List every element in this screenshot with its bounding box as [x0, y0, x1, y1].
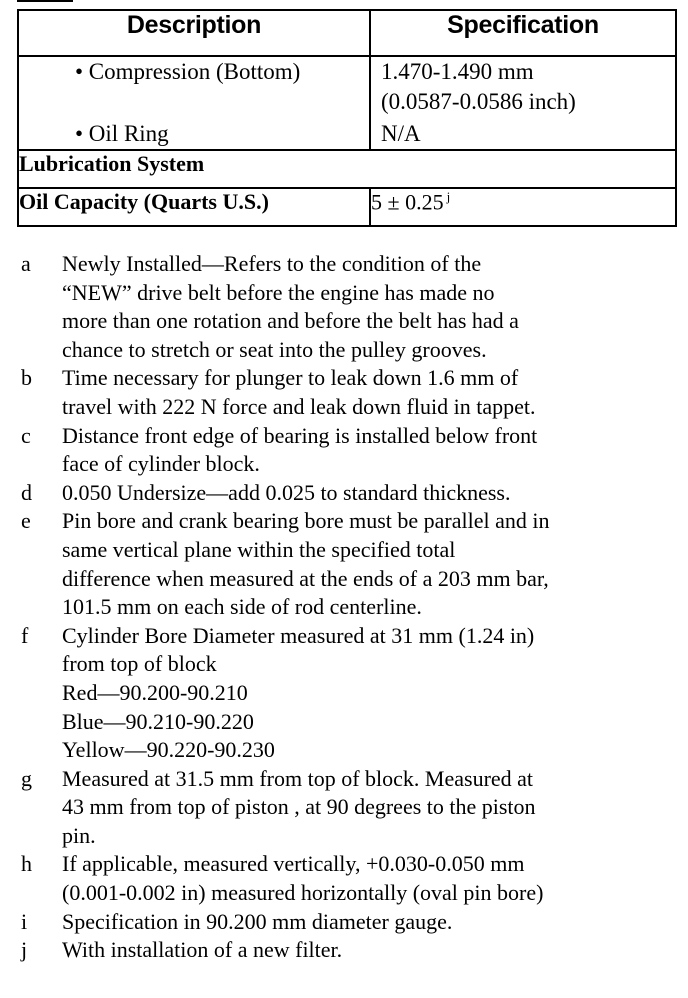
footnote-key: d	[21, 479, 32, 505]
footnote-text	[62, 422, 682, 479]
footnote-line: more than one rotation and before the belt has had a	[62, 308, 519, 334]
section-lubrication: Lubrication System	[18, 150, 676, 188]
row-spec-compression-mm: 1.470-1.490 mm	[381, 59, 534, 84]
footnote-key: e	[21, 508, 31, 534]
footnote-text	[62, 364, 682, 421]
footnote-f	[17, 622, 682, 765]
footnote-line: Pin bore and crank bearing bore must be parallel and in	[62, 508, 550, 534]
footnote-key: c	[21, 422, 31, 448]
footnote-line: from top of block	[62, 651, 217, 677]
footnote-key: i	[21, 908, 28, 934]
footnote-line: Red—90.200-90.210	[62, 679, 248, 705]
row-description-compression: • Compression (Bottom)	[75, 59, 301, 84]
footnote-e	[17, 507, 682, 621]
footnote-d	[17, 479, 682, 508]
footnote-line: Newly Installed—Refers to the condition of the	[62, 251, 482, 276]
oil-capacity-value-cell	[370, 188, 676, 226]
footnote-text	[62, 936, 682, 965]
footnote-line: 43 mm from top of piston , at 90 degrees to the piston	[62, 794, 536, 820]
footnote-key: a	[21, 251, 31, 276]
spec-table	[17, 9, 677, 227]
footnote-line: 0.050 Undersize—add 0.025 to standard thickness.	[62, 479, 511, 505]
row-description-oil-ring: • Oil Ring	[75, 121, 169, 146]
description-cell	[18, 56, 370, 150]
footnote-text	[62, 908, 682, 937]
footnote-line: Blue—90.210-90.220	[62, 708, 254, 734]
oil-capacity-value: 5 ± 0.25	[371, 189, 444, 215]
footnote-line: difference when measured at the ends of a 203 mm bar,	[62, 565, 549, 591]
footnote-key: g	[21, 765, 32, 791]
footnote-key: j	[21, 937, 28, 963]
footnote-line: If applicable, measured vertically, +0.030-0.050 mm	[62, 851, 525, 877]
footnote-key: h	[21, 851, 32, 877]
footnote-j	[17, 936, 682, 965]
footnote-text	[62, 507, 682, 621]
header-specification: Specification	[370, 10, 676, 56]
footnote-h	[17, 850, 682, 907]
footnote-line: “NEW” drive belt before the engine has made no	[62, 279, 495, 305]
footnote-a	[17, 250, 682, 364]
header-description: Description	[18, 10, 370, 56]
oil-capacity-label: Oil Capacity (Quarts U.S.)	[18, 188, 370, 226]
footnote-line: Distance front edge of bearing is installed below front	[62, 422, 538, 448]
footnote-text	[62, 250, 682, 364]
footnote-text	[62, 850, 682, 907]
footnote-line: Time necessary for plunger to leak down 1.6 mm of	[62, 365, 519, 391]
footnote-g	[17, 765, 682, 851]
section-row	[18, 150, 676, 188]
table-header-row	[18, 10, 676, 56]
footnote-text	[62, 479, 682, 508]
footnote-line: With installation of a new filter.	[62, 937, 343, 963]
footnote-line: Yellow—90.220-90.230	[62, 737, 275, 763]
footnote-text	[62, 765, 682, 851]
footnote-line: 101.5 mm on each side of rod centerline.	[62, 594, 422, 620]
specification-cell	[370, 56, 676, 150]
row-spec-compression-inch: (0.0587-0.0586 inch)	[381, 89, 576, 114]
footnote-line: same vertical plane within the specified total	[62, 536, 456, 562]
footnote-line: travel with 222 N force and leak down fluid in tappet.	[62, 393, 536, 419]
footnote-line: chance to stretch or seat into the pulley grooves.	[62, 336, 487, 362]
table-row	[18, 56, 676, 150]
footnote-line: pin.	[62, 822, 96, 848]
footnotes-list	[17, 250, 682, 965]
footnote-line: Specification in 90.200 mm diameter gauge.	[62, 908, 453, 934]
footnote-b	[17, 364, 682, 421]
footnote-text	[62, 622, 682, 765]
footnote-line: face of cylinder block.	[62, 451, 260, 477]
footnote-key: b	[21, 365, 32, 391]
row-spec-oil-ring: N/A	[381, 121, 421, 146]
footnote-key: f	[21, 622, 29, 648]
table-row	[18, 188, 676, 226]
oil-capacity-note-ref: j	[446, 189, 451, 204]
footnote-i	[17, 908, 682, 937]
footnote-line: (0.001-0.002 in) measured horizontally (oval pin bore)	[62, 880, 544, 906]
footnote-line: Cylinder Bore Diameter measured at 31 mm (1.24 in)	[62, 622, 535, 648]
footnote-line: Measured at 31.5 mm from top of block. Measured at	[62, 765, 534, 791]
top-rule	[17, 0, 73, 2]
footnote-c	[17, 422, 682, 479]
